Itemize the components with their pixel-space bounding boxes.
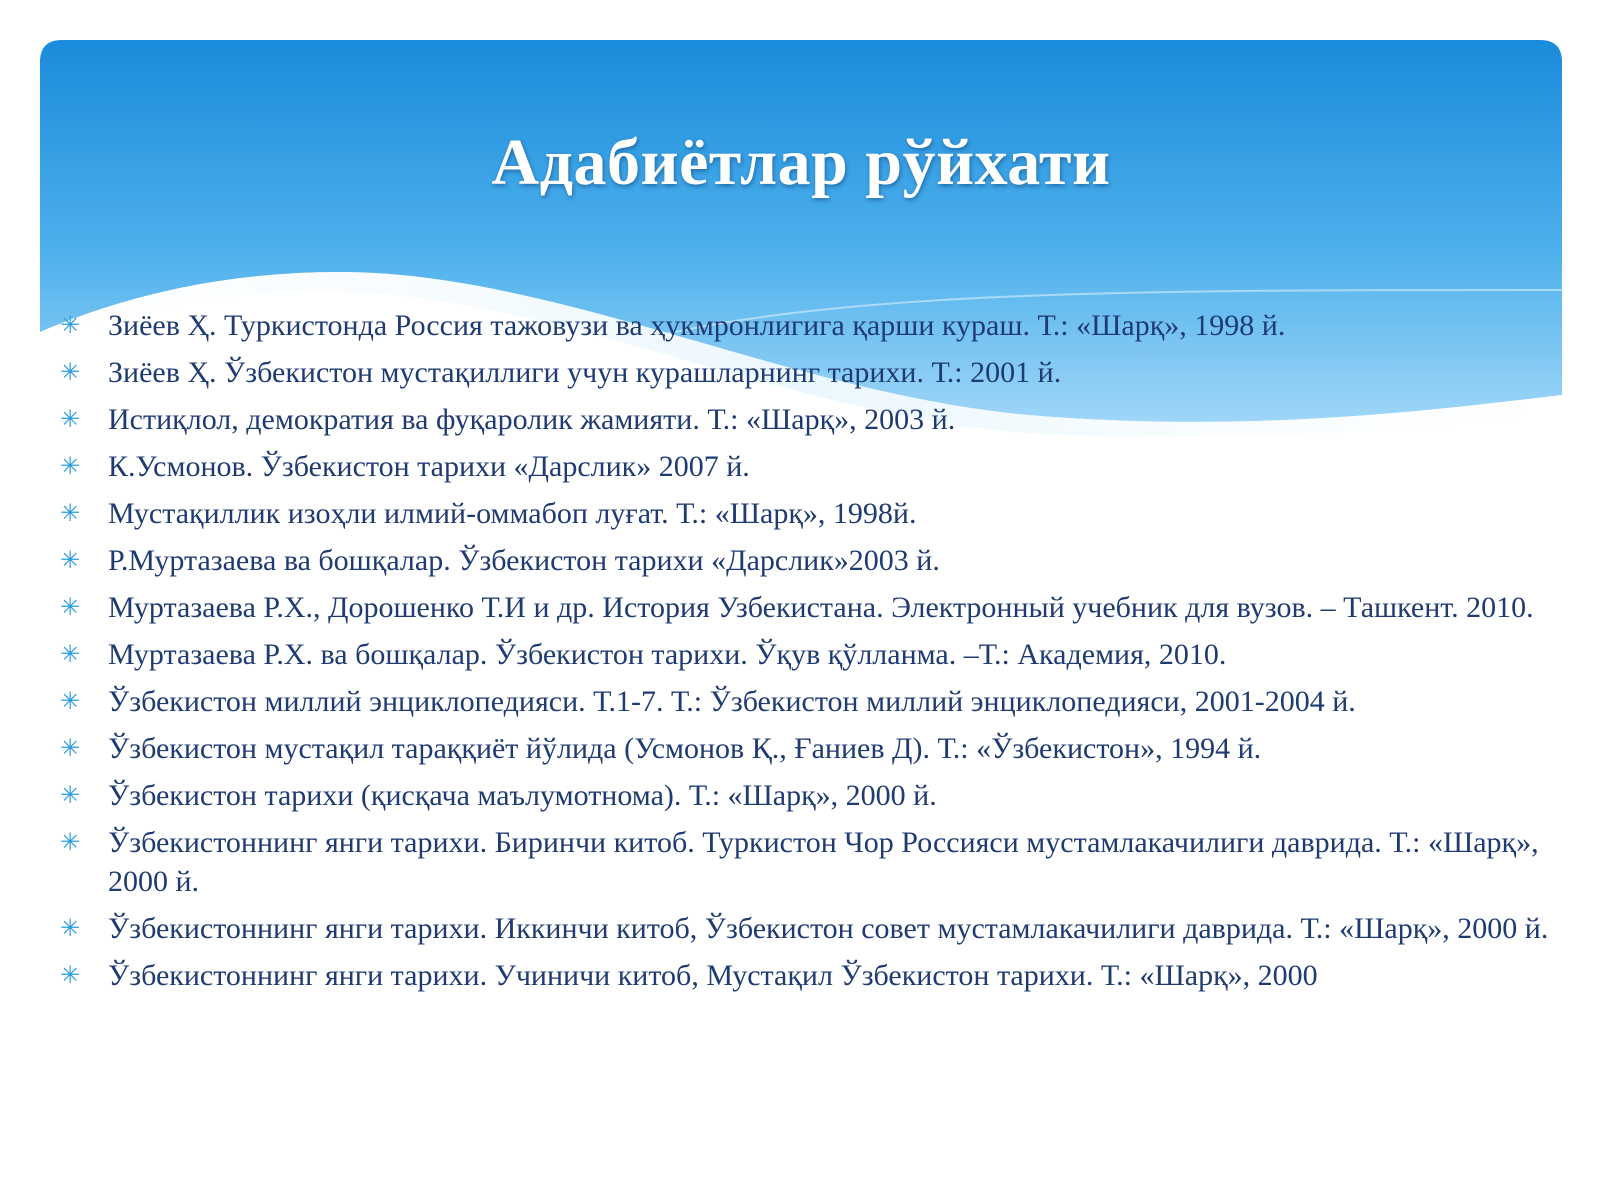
reference-item — [58, 353, 1574, 392]
asterisk-icon: ✳ — [59, 593, 81, 621]
reference-text: Зиёев Ҳ. Ўзбекистон мустақиллиги учун курашларнинг тарихи. Т.: 2001 й. — [108, 356, 1062, 389]
reference-text: Мустақиллик изоҳли илмий-оммабоп луғат. Т.: «Шарқ», 1998й. — [108, 497, 917, 530]
reference-item — [58, 776, 1574, 815]
reference-text: К.Усмонов. Ўзбекистон тарихи «Дарслик» 2007 й. — [108, 450, 750, 483]
asterisk-icon: ✳ — [59, 405, 81, 433]
reference-item — [58, 400, 1574, 439]
asterisk-icon: ✳ — [59, 828, 81, 856]
reference-text: Ўзбекистоннинг янги тарихи. Учиничи китоб, Мустақил Ўзбекистон тарихи. Т.: «Шарқ», 2000 — [108, 959, 1318, 992]
reference-text: Ўзбекистоннинг янги тарихи. Иккинчи китоб, Ўзбекистон совет мустамлакачилиги даврида. Т.: «Шарқ», 2000 й. — [108, 912, 1549, 945]
reference-item — [58, 588, 1574, 627]
asterisk-icon: ✳ — [59, 734, 81, 762]
reference-item — [58, 682, 1574, 721]
reference-item — [58, 306, 1574, 345]
asterisk-icon: ✳ — [59, 499, 81, 527]
asterisk-icon: ✳ — [59, 311, 81, 339]
reference-item — [58, 635, 1574, 674]
reference-text: Ўзбекистон тарихи (қисқача маълумотнома). Т.: «Шарқ», 2000 й. — [108, 779, 937, 812]
reference-text: Р.Муртазаева ва бошқалар. Ўзбекистон тарихи «Дарслик»2003 й. — [108, 544, 940, 577]
reference-text: Ўзбекистоннинг янги тарихи. Биринчи китоб. Туркистон Чор Россияси мустамлакачилиги даврида. Т.: «Шарқ», 2000 й. — [108, 826, 1539, 898]
slide-title: Адабиётлар рўйхати — [491, 126, 1111, 199]
reference-text: Муртазаева Р.Х., Дорошенко Т.И и др. История Узбекистана. Электронный учебник для вузов. – Ташкент. 2010. — [108, 591, 1534, 624]
asterisk-icon: ✳ — [59, 452, 81, 480]
reference-text: Муртазаева Р.Х. ва бошқалар. Ўзбекистон тарихи. Ўқув қўлланма. –Т.: Академия, 2010. — [108, 638, 1227, 671]
reference-text: Истиқлол, демократия ва фуқаролик жамияти. Т.: «Шарқ», 2003 й. — [108, 403, 956, 436]
asterisk-icon: ✳ — [59, 687, 81, 715]
reference-item — [58, 909, 1574, 948]
reference-text: Ўзбекистон мустақил тараққиёт йўлида (Усмонов Қ., Ғаниев Д). Т.: «Ўзбекистон», 1994 й. — [108, 732, 1262, 765]
asterisk-icon: ✳ — [59, 640, 81, 668]
reference-text: Ўзбекистон миллий энциклопедияси. Т.1-7. Т.: Ўзбекистон миллий энциклопедияси, 2001-2004 й. — [108, 685, 1356, 718]
asterisk-icon: ✳ — [59, 358, 81, 386]
reference-text: Зиёев Ҳ. Туркистонда Россия тажовузи ва ҳукмронлигига қарши кураш. Т.: «Шарқ», 1998 й. — [108, 309, 1286, 342]
reference-list — [58, 306, 1574, 1003]
reference-item — [58, 729, 1574, 768]
reference-item — [58, 823, 1574, 901]
asterisk-icon: ✳ — [59, 961, 81, 989]
reference-item — [58, 494, 1574, 533]
reference-item — [58, 541, 1574, 580]
reference-item — [58, 956, 1574, 995]
asterisk-icon: ✳ — [59, 546, 81, 574]
reference-item — [58, 447, 1574, 486]
asterisk-icon: ✳ — [59, 914, 81, 942]
asterisk-icon: ✳ — [59, 781, 81, 809]
